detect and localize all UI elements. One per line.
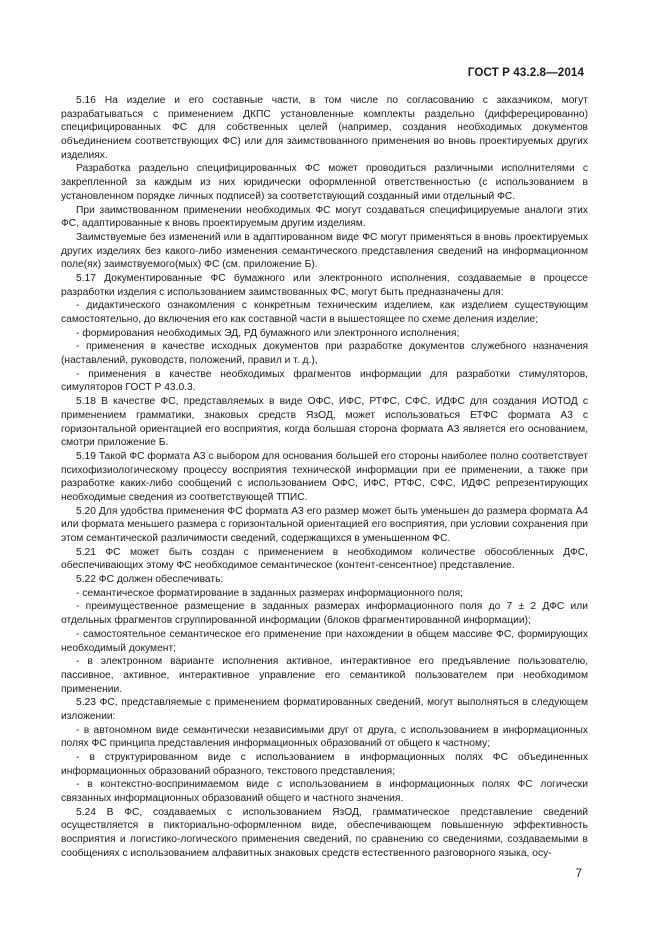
- paragraph: 5.21 ФС может быть создан с применением в необходимом количестве обособленных ДФС, обеспечивающих этому ФС необходимое семантическое (контент-сенсентное) представление.: [61, 546, 588, 572]
- paragraph: 5.20 Для удобства применения ФС формата А3 его размер может быть уменьшен до размера формата А4 или формата меньшего размера с горизонтальной ориентацией его восприятия, при условии сохранения при этом семантической различимости сведений, содержащихся в уменьшенном ФС.: [61, 505, 588, 544]
- list-item: - в электронном варианте исполнения активное, интерактивное его предъявление пользователю, пассивное, активное, интерактивное управление его семантикой пользователем при необходимом применении.: [61, 656, 588, 695]
- paragraph: 5.23 ФС, представляемые с применением форматированных сведений, могут выполняться в следующем изложении:: [61, 697, 588, 722]
- page-number: 7: [575, 868, 582, 880]
- paragraph: 5.17 Документированные ФС бумажного или электронного исполнения, создаваемые в процессе разработки изделия с использованием заимствованных ФС, могут быть предназначены для:: [61, 272, 588, 298]
- list-item: - применения в качестве необходимых фрагментов информации для разработки стимуляторов, симуляторов ГОСТ Р 43.0.3.: [61, 368, 588, 394]
- document-body: [61, 94, 588, 861]
- list-item: - семантическое форматирование в заданных размерах информационного поля;: [76, 587, 463, 599]
- paragraph: 5.22 ФС должен обеспечивать:: [76, 574, 224, 586]
- paragraph: При заимствованном применении необходимых ФС могут создаваться специфицируемые аналоги этих ФС, адаптированные к вновь проектируемым другим изделиям.: [61, 204, 588, 230]
- paragraph: Разработка раздельно специфицированных ФС может проводиться различными исполнителями с закрепленной за каждым из них юридически оформленной ответственностью (с использованием в установленном порядке личных подписей) за соответствующий созданный ими отдельный ФС.: [61, 163, 588, 202]
- paragraph: 5.19 Такой ФС формата А3 с выбором для основания большей его стороны наиболее полно соответствует психофизиологическому процессу восприятия технической информации при ее применении, а также при разработке каких-либо сообщений с использованием ОФС, ИФС, РТФС, СФС, ИДФС репрезентирующих необходимые сведения из соответствующей ТПИС.: [61, 450, 588, 503]
- paragraph: 5.24 В ФС, создаваемых с использованием ЯзОД, грамматическое представление сведений осуществляется в пикториально-оформленном виде, обеспечивающем повышенную эффективность восприятия и логистико-логического применения сведений, по сравнению со сведениями, создаваемыми в сообщениях с использованием алфавитных знаковых средств естественного разговорного языка, осу-: [61, 806, 588, 859]
- paragraph: 5.18 В качестве ФС, представляемых в виде ОФС, ИФС, РТФС, СФС, ИДФС для создания ИОТОД с применением грамматики, знаковых средств ЯзОД, может использоваться ЕТФС формата А3 с горизонтальной ориентацией его восприятия, когда большая сторона формата А3 является его основанием, смотри приложение Б.: [61, 396, 588, 449]
- list-item: - дидактического ознакомления с конкретным техническим изделием, как изделием существующим самостоятельно, до включения его как составной части в вышестоящее по схеме деления изделие;: [61, 300, 588, 325]
- document-header-title: ГОСТ Р 43.2.8—2014: [467, 66, 584, 79]
- paragraph: 5.16 На изделие и его составные части, в том числе по согласованию с заказчиком, могут разрабатываться с применением ДКПС установленные комплекты раздельно (дифферецированно) специфицированных ФС для собственных целей (например, создания необходимых документов объединением соответствующих ФС) или для заимствованного применения во вновь проектируемых других изделиях.: [61, 95, 588, 161]
- list-item: - применения в качестве исходных документов при разработке документов служебного назначения (наставлений, руководств, положений, правил и т. д.),: [61, 341, 588, 367]
- paragraph: Заимствуемые без изменений или в адаптированном виде ФС могут применяться в вновь проектируемых других изделиях без какого-либо изменения семантического представления сведений на информационном поле(ях) заимствуемого(мых) ФС (см. приложение Б).: [61, 231, 588, 271]
- list-item: - в автономном виде семантически независимыми друг от друга, с использованием в информационных полях ФС принципа представления информационных образований от общего к частному;: [61, 724, 588, 750]
- list-item: - формирования необходимых ЭД, РД бумажного или электронного исполнения;: [76, 327, 460, 339]
- list-item: - самостоятельное семантическое его применение при нахождении в общем массиве ФС, формирующих необходимый документ;: [61, 628, 588, 654]
- list-item: - в контекстно-воспринимаемом виде с использованием в информационных полях ФС логически связанных информационных образований общего и частного значения.: [61, 779, 588, 805]
- list-item: - преимущественное размещение в заданных размерах информационного поля до 7 ± 2 ДФС или отдельных фрагментов сгруппированной информации (блоков фрагментированной информации);: [61, 601, 588, 627]
- list-item: - в структурированном виде с использованием в информационных полях ФС объединенных информационных образований образного, текстового представления;: [61, 752, 588, 777]
